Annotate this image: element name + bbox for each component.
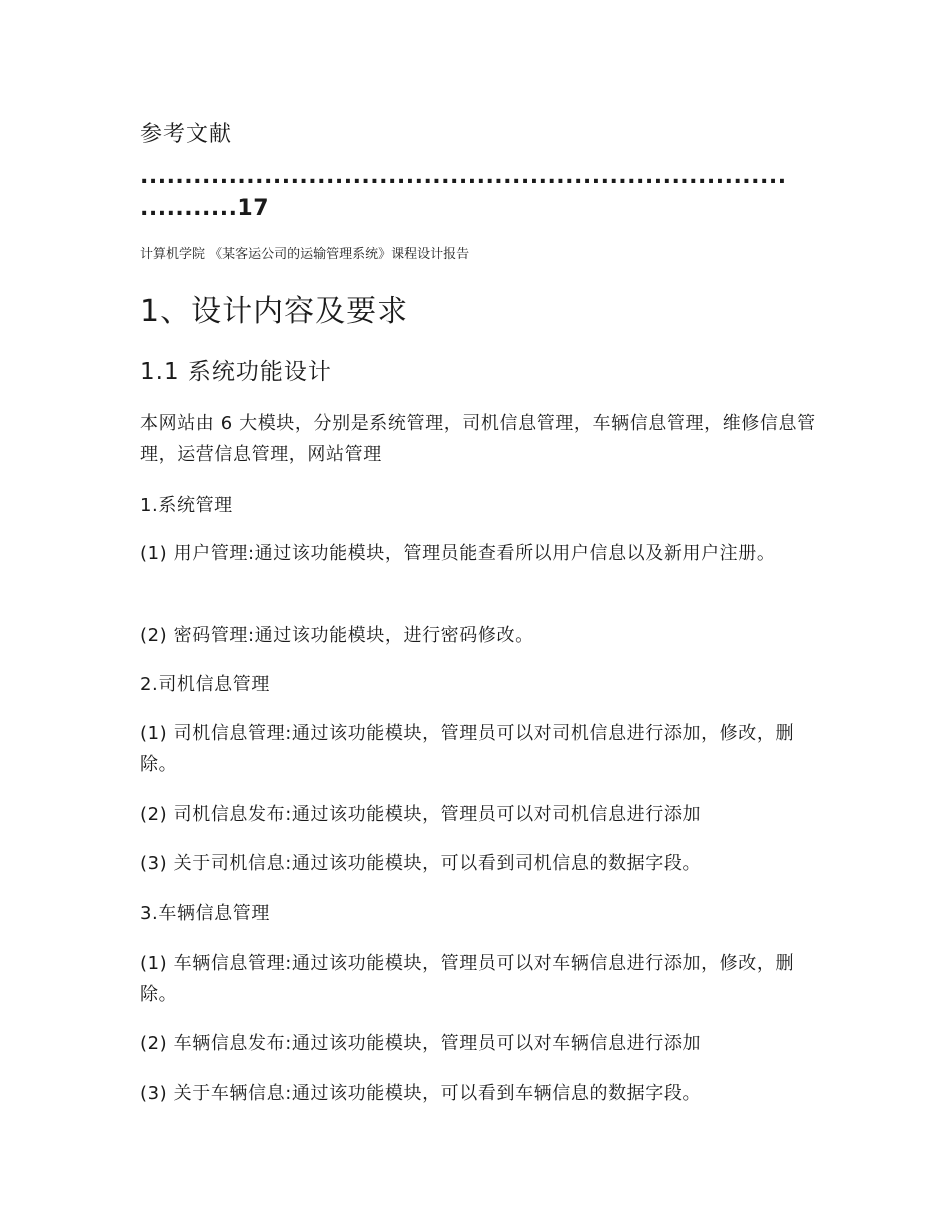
course-report-header: 计算机学院 《某客运公司的运输管理系统》课程设计报告 xyxy=(140,247,470,262)
list-item: (3) 关于司机信息:通过该功能模块，可以看到司机信息的数据字段。 xyxy=(140,853,702,874)
list-item: (2) 车辆信息发布:通过该功能模块，管理员可以对车辆信息进行添加 xyxy=(140,1033,702,1054)
references-title: 参考文献 xyxy=(140,122,233,147)
list-item: (3) 关于车辆信息:通过该功能模块，可以看到车辆信息的数据字段。 xyxy=(140,1083,702,1104)
module-heading-driver: 2.司机信息管理 xyxy=(140,674,270,695)
toc-page-number: ...........17 xyxy=(140,196,270,221)
module-heading-system: 1.系统管理 xyxy=(140,495,233,516)
toc-leader-dots: ......................................................................... xyxy=(140,164,787,189)
list-item: (2) 密码管理:通过该功能模块，进行密码修改。 xyxy=(140,625,534,646)
list-item: (2) 司机信息发布:通过该功能模块，管理员可以对司机信息进行添加 xyxy=(140,804,702,825)
module-heading-vehicle: 3.车辆信息管理 xyxy=(140,903,270,924)
list-item: (1) 用户管理:通过该功能模块，管理员能查看所以用户信息以及新用户注册。 xyxy=(140,543,776,564)
list-item: (1) 车辆信息管理:通过该功能模块，管理员可以对车辆信息进行添加，修改，删除。 xyxy=(140,953,795,1005)
section-heading: 1、设计内容及要求 xyxy=(140,294,409,329)
subsection-heading: 1.1 系统功能设计 xyxy=(140,359,332,385)
intro-paragraph: 本网站由 6 大模块，分别是系统管理，司机信息管理，车辆信息管理，维修信息管理，运营信息管理，网站管理 xyxy=(140,413,816,465)
list-item: (1) 司机信息管理:通过该功能模块，管理员可以对司机信息进行添加，修改，删除。 xyxy=(140,723,795,775)
